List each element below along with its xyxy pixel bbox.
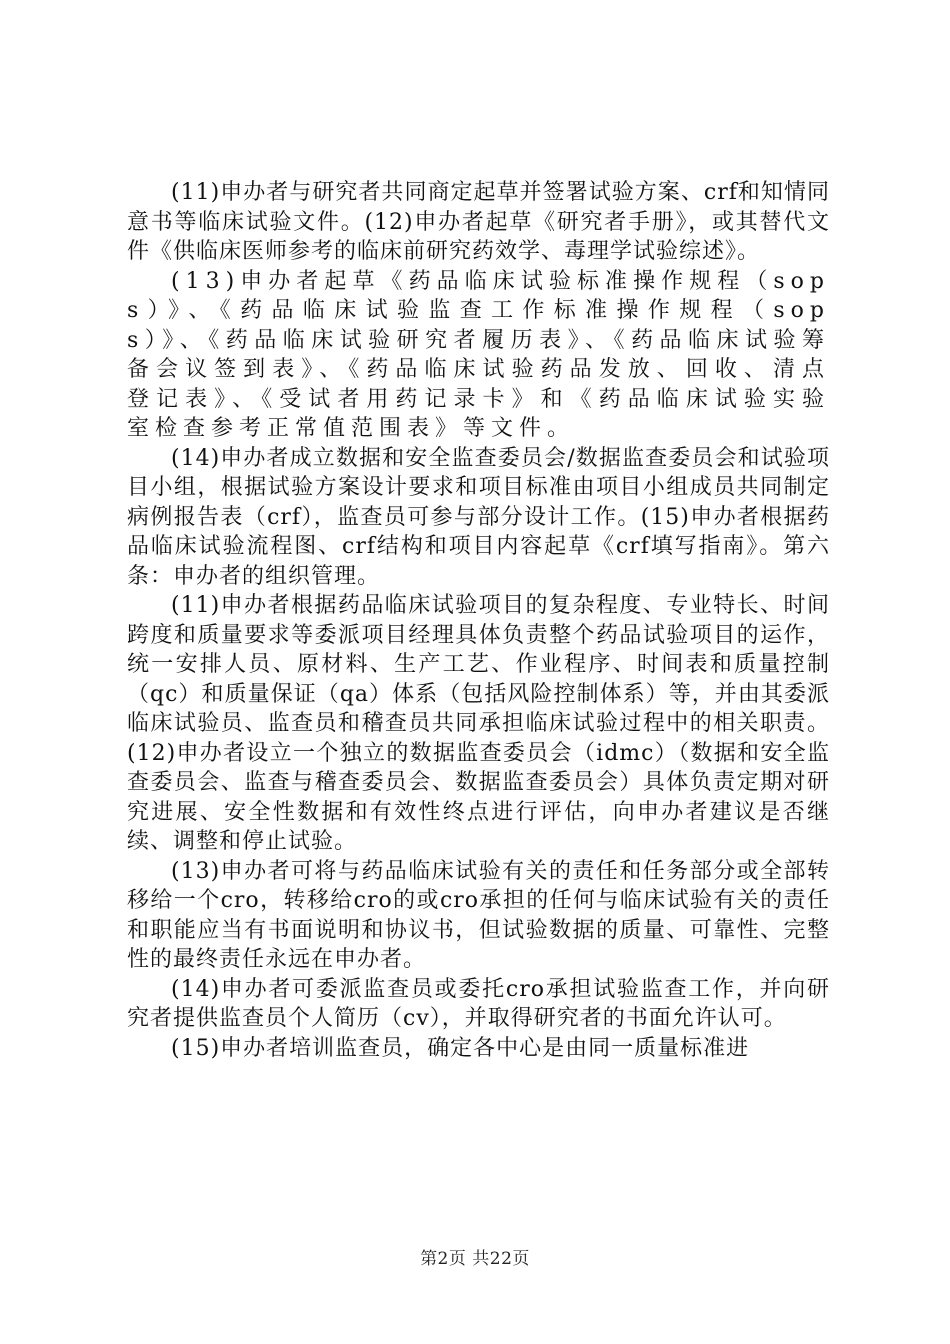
paragraph: (14)申办者成立数据和安全监查委员会/数据监查委员会和试验项目小组，根据试验方案设计要求和项目标准由项目小组成员共同制定病例报告表（crf），监查员可参与部分设计工作。(15)申办者根据药品临床试验流程图、crf结构和项目内容起草《crf填写指南》。第六条：申办者的组织管理。 (127, 445, 830, 589)
paragraph: (14)申办者可委派监查员或委托cro承担试验监查工作，并向研究者提供监查员个人简历（cv），并取得研究者的书面允许认可。 (127, 976, 830, 1031)
paragraph: (15)申办者培训监查员，确定各中心是由同一质量标准进 (171, 1035, 750, 1061)
paragraph: (11)申办者根据药品临床试验项目的复杂程度、专业特长、时间跨度和质量要求等委派项目经理具体负责整个药品试验项目的运作，统一安排人员、原材料、生产工艺、作业程序、时间表和质量控制（qc）和质量保证（qa）体系（包括风险控制体系）等，并由其委派临床试验员、监查员和稽查员共同承担临床试验过程中的相关职责。(12)申办者设立一个独立的数据监查委员会（idmc）（数据和安全监查委员会、监查与稽查委员会、数据监查委员会）具体负责定期对研究进展、安全性数据和有效性终点进行评估，向申办者建议是否继续、调整和停止试验。 (127, 593, 830, 854)
page-number-footer: 第2页 共22页 (420, 1249, 530, 1269)
paragraph: (13)申办者可将与药品临床试验有关的责任和任务部分或全部转移给一个cro，转移给cro的或cro承担的任何与临床试验有关的责任和职能应当有书面说明和协议书，但试验数据的质量、可靠性、完整性的最终责任永远在申办者。 (127, 858, 830, 972)
paragraph: (11)申办者与研究者共同商定起草并签署试验方案、crf和知情同意书等临床试验文件。(12)申办者起草《研究者手册》，或其替代文件《供临床医师参考的临床前研究药效学、毒理学试验综述》。 (127, 180, 830, 264)
document-body (127, 178, 830, 1063)
paragraph: (13)申办者起草《药品临床试验标准操作规程（sops）》、《药品临床试验监查工作标准操作规程（sops）》、《药品临床试验研究者履历表》、《药品临床试验筹备会议签到表》、《药品临床试验药品发放、回收、清点登记表》、《受试者用药记录卡》和《药品临床试验实验室检查参考正常值范围表》等文件。 (127, 268, 830, 441)
